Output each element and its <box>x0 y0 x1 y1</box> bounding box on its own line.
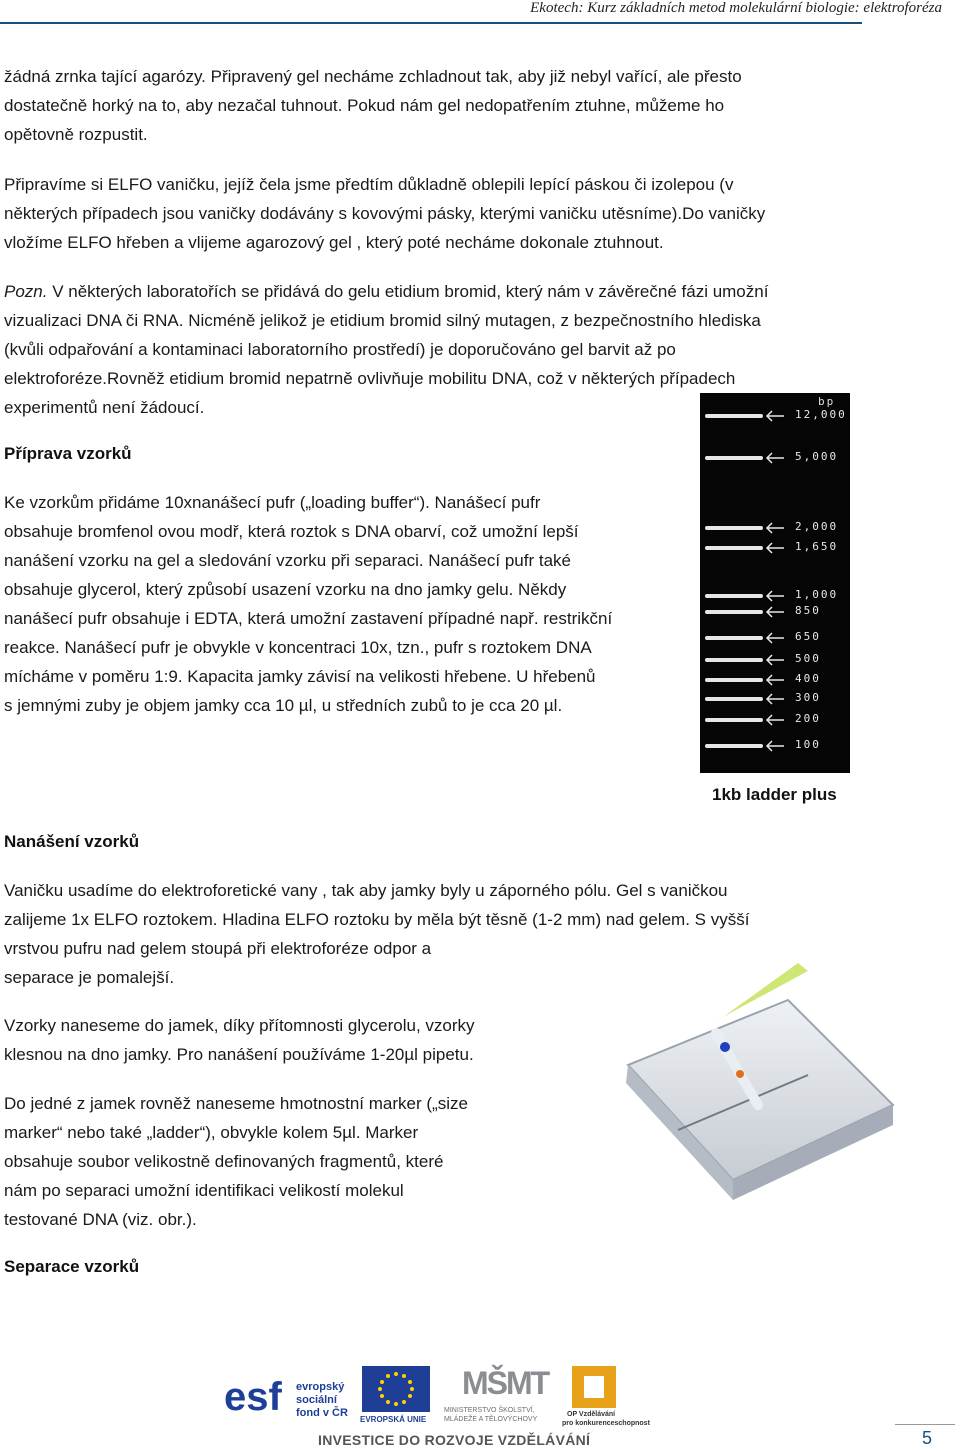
paragraph-line: mícháme v poměru 1:9. Kapacita jamky závisí na velikosti hřebene. U hřebenů <box>4 667 596 686</box>
paragraph-line: s jemnými zuby je objem jamky cca 10 µl, u středních zubů to je cca 20 µl. <box>4 696 563 715</box>
left-arrow-icon <box>764 541 786 555</box>
ladder-band <box>705 594 763 598</box>
ladder-size-label: 200 <box>795 712 821 725</box>
paragraph-line: vrstvou pufru nad gelem stoupá při elektroforéze odpor a <box>4 939 432 958</box>
footer-logos <box>222 1360 662 1428</box>
paragraph-line: zalijeme 1x ELFO roztokem. Hladina ELFO roztoku by měla být těsně (1-2 mm) nad gelem. S vyšší <box>4 910 750 929</box>
section-heading-separace: Separace vzorků <box>4 1257 140 1276</box>
ladder-band <box>705 456 763 460</box>
paragraph-line: vizualizaci DNA či RNA. Nicméně jelikož je etidium bromid silný mutagen, z bezpečnostního hlediska <box>4 311 761 330</box>
gel-ladder-image <box>700 393 850 773</box>
left-arrow-icon <box>764 713 786 727</box>
left-arrow-icon <box>764 692 786 706</box>
ladder-band <box>705 414 763 418</box>
paragraph-line: testované DNA (viz. obr.). <box>4 1210 197 1229</box>
paragraph-line: obsahuje soubor velikostně definovaných fragmentů, které <box>4 1152 444 1171</box>
ladder-size-label: 300 <box>795 691 821 704</box>
paragraph-line: Připravíme si ELFO vaničku, jejíž čela jsme předtím důkladně oblepili lepící páskou či izolepou (v <box>4 175 734 194</box>
pipetting-photo <box>558 955 908 1217</box>
ladder-size-label: 5,000 <box>795 450 839 463</box>
ladder-band <box>705 526 763 530</box>
left-arrow-icon <box>764 653 786 667</box>
header-rule <box>0 22 862 24</box>
figure-caption: 1kb ladder plus <box>712 785 837 804</box>
ladder-size-label: 850 <box>795 604 821 617</box>
paragraph-line: (kvůli odpařování a kontaminaci laboratorního prostředí) je doporučováno gel barvit až po <box>4 340 676 359</box>
left-arrow-icon <box>764 589 786 603</box>
paragraph-line: nám po separaci umožní identifikaci velikostí molekul <box>4 1181 404 1200</box>
paragraph-line: experimentů není žádoucí. <box>4 398 205 417</box>
ladder-size-label: 400 <box>795 672 821 685</box>
esf-text-3: fond v ČR <box>296 1407 348 1419</box>
paragraph-line: vložíme ELFO hřeben a vlijeme agarozový gel , který poté necháme dokonale ztuhnout. <box>4 233 664 252</box>
eu-text: EVROPSKÁ UNIE <box>360 1415 427 1424</box>
esf-logo: esf <box>224 1375 282 1419</box>
ladder-size-label: 1,650 <box>795 540 839 553</box>
investice-slogan: INVESTICE DO ROZVOJE VZDĚLÁVÁNÍ <box>318 1432 591 1448</box>
paragraph-line: některých případech jsou vaničky dodávány s kovovými pásky, kterými vaničku utěsníme).Do vaničky <box>4 204 766 223</box>
ladder-band <box>705 718 763 722</box>
ladder-band <box>705 678 763 682</box>
ladder-size-label: 12,000 <box>795 408 847 421</box>
ladder-size-label: 650 <box>795 630 821 643</box>
paragraph-line: opětovně rozpustit. <box>4 125 148 144</box>
orange-sample <box>736 1070 744 1078</box>
running-title: Ekotech: Kurz základních metod molekulární biologie: elektroforéza <box>530 0 942 16</box>
paragraph-line: elektroforéze.Rovněž etidium bromid nepatrně ovlivňuje mobilitu DNA, což v některých případech <box>4 369 736 388</box>
paragraph-line: marker“ nebo také „ladder“), obvykle kolem 5µl. Marker <box>4 1123 419 1142</box>
blue-sample <box>720 1042 730 1052</box>
left-arrow-icon <box>764 605 786 619</box>
paragraph-line: nanášení vzorku na gel a sledování vzorku při separaci. Nanášecí pufr také <box>4 551 571 570</box>
op-text-2: pro konkurenceschopnost <box>562 1420 650 1427</box>
paragraph-line: separace je pomalejší. <box>4 968 175 987</box>
left-arrow-icon <box>764 673 786 687</box>
paragraph-line: Vaničku usadíme do elektroforetické vany , tak aby jamky byly u záporného pólu. Gel s vaničkou <box>4 881 728 900</box>
ladder-band <box>705 658 763 662</box>
left-arrow-icon <box>764 409 786 423</box>
section-heading-nanaseni: Nanášení vzorků <box>4 832 140 851</box>
paragraph-line: Ke vzorkům přidáme 10xnanášecí pufr („loading buffer“). Nanášecí pufr <box>4 493 541 512</box>
page-number-rule <box>895 1424 955 1425</box>
ladder-size-label: 2,000 <box>795 520 839 533</box>
paragraph-line: dostatečně horký na to, aby nezačal tuhnout. Pokud nám gel nedopatřením ztuhne, můžeme ho <box>4 96 725 115</box>
paragraph-line: nanášecí pufr obsahuje i EDTA, která umožní zastavení případné např. restrikční <box>4 609 613 628</box>
msmt-text-1: MINISTERSTVO ŠKOLSTVÍ, <box>444 1407 535 1414</box>
paragraph-line: obsahuje glycerol, který způsobí usazení vzorku na dno jamky gelu. Někdy <box>4 580 567 599</box>
note-text: V některých laboratořích se přidává do gelu etidium bromid, který nám v závěrečné fázi umožní <box>47 282 769 301</box>
paragraph-line: reakce. Nanášecí pufr je obvykle v koncentraci 10x, tzn., pufr s roztokem DNA <box>4 638 592 657</box>
section-heading-priprava: Příprava vzorků <box>4 444 132 463</box>
paragraph-line: Do jedné z jamek rovněž naneseme hmotnostní marker („size <box>4 1094 468 1113</box>
ladder-size-label: 100 <box>795 738 821 751</box>
msmt-logo: MŠMT <box>462 1365 549 1401</box>
left-arrow-icon <box>764 521 786 535</box>
left-arrow-icon <box>764 451 786 465</box>
esf-text-1: evropský <box>296 1381 345 1393</box>
running-header <box>0 0 960 22</box>
note-line <box>4 277 768 306</box>
note-label: Pozn. <box>4 282 48 301</box>
msmt-text-2: MLÁDEŽE A TĚLOVÝCHOVY <box>444 1416 538 1423</box>
paragraph-line: Vzorky naneseme do jamek, díky přítomnosti glycerolu, vzorky <box>4 1016 475 1035</box>
op-logo-inner <box>584 1376 604 1398</box>
ladder-band <box>705 697 763 701</box>
ladder-band <box>705 636 763 640</box>
left-arrow-icon <box>764 631 786 645</box>
paragraph-line: obsahuje bromfenol ovou modř, která roztok s DNA obarví, což umožní lepší <box>4 522 579 541</box>
ladder-band <box>705 610 763 614</box>
paragraph-line: žádná zrnka tající agarózy. Připravený gel necháme zchladnout tak, aby již nebyl vařící, ale přesto <box>4 67 742 86</box>
paragraph-line: klesnou na dno jamky. Pro nanášení používáme 1-20µl pipetu. <box>4 1045 474 1064</box>
ladder-band <box>705 744 763 748</box>
ladder-band <box>705 546 763 550</box>
esf-text-2: sociální <box>296 1394 337 1406</box>
ladder-size-label: 500 <box>795 652 821 665</box>
bp-label: bp <box>818 395 836 408</box>
op-text-1: OP Vzdělávání <box>567 1411 616 1418</box>
ladder-size-label: 1,000 <box>795 588 839 601</box>
page-number: 5 <box>921 1428 932 1448</box>
left-arrow-icon <box>764 739 786 753</box>
